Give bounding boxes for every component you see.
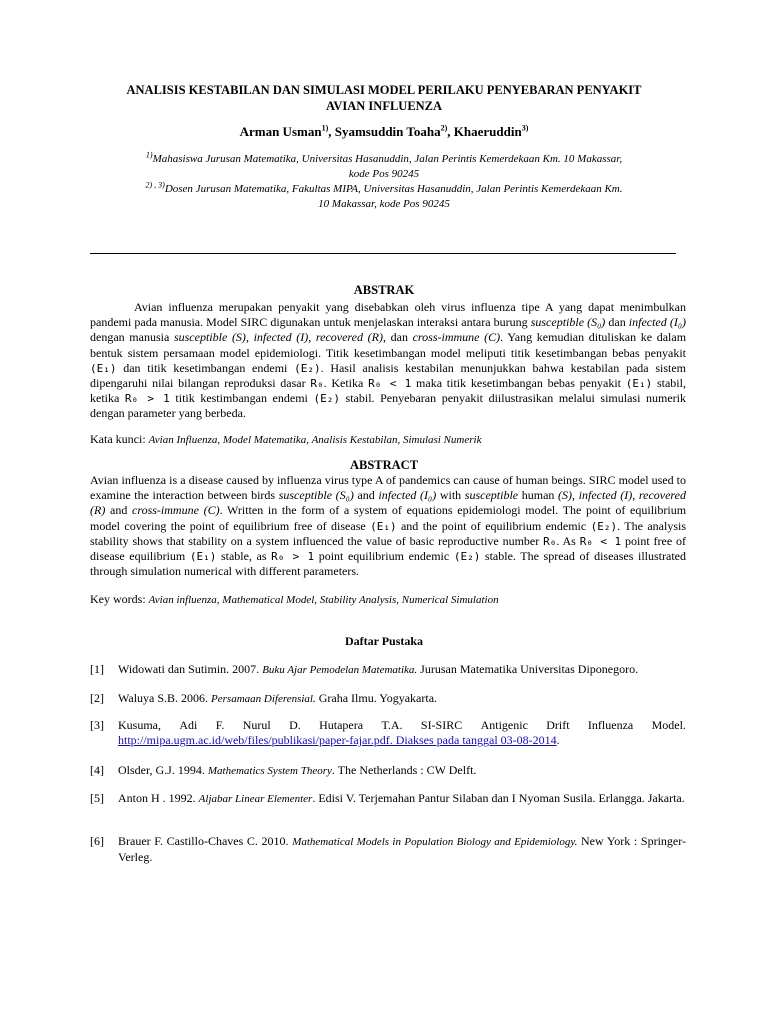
- header-divider: [90, 253, 676, 254]
- affiliation-line: Dosen Jurusan Matematika, Fakultas MIPA, Universitas Hasanuddin, Jalan Perintis Kemerdekaan Km.: [164, 183, 623, 195]
- affiliation-2: [100, 182, 668, 212]
- references-heading: Daftar Pustaka: [344, 634, 424, 648]
- author-name: Arman Usman: [239, 124, 322, 139]
- affiliation-mark: 2) , 3): [145, 180, 165, 190]
- abstract-body: Avian influenza is a disease caused by influenza virus type A of pandemics can cause of human beings. SIRC model used to examine the interaction between birds susceptible (S₀) and infected (I₀) with susceptible human (S), infected (I), recovered (R) and cross-immune (C). Written in the form of a system of equations epidemiologi model. The point of equilibrium model covering the point of equilibrium free of disease (E₁) and the point of equilibrium endemic (E₂). The analysis stability shows that stability on a system influenced the value of basic reproductive number R₀. As R₀ < 1 point free of disease equilibrium (E₁) stable, as R₀ > 1 point equilibrium endemic (E₂) stable. The spread of diseases illustrated through simulation numerical with different parameters.: [90, 473, 687, 579]
- affiliation-1: [100, 152, 668, 182]
- kata-kunci: Kata kunci: Avian Influenza, Model Matematika, Analisis Kestabilan, Simulasi Numerik: [90, 432, 482, 446]
- key-words: Key words: Avian influenza, Mathematical Model, Stability Analysis, Numerical Simulation: [90, 592, 499, 606]
- author-name: Syamsuddin Toaha: [334, 124, 441, 139]
- author-separator: ,: [447, 124, 454, 139]
- author-affil-mark: 3): [521, 123, 529, 133]
- title-line-2: AVIAN INFLUENZA: [325, 99, 443, 113]
- reference-item: [6] Brauer F. Castillo-Chaves C. 2010. Mathematical Models in Population Biology and Epidemiology. New York : Springer-Verleg.: [90, 834, 686, 865]
- reference-item: [3] Kusuma, Adi F. Nurul D. Hutapera T.A. SI-SIRC Antigenic Drift Influenza Model. http://mipa.ugm.ac.id/web/files/publikasi/paper-fajar.pdf. Diakses pada tanggal 03-08-2014.: [90, 718, 686, 748]
- author-separator: ,: [328, 124, 335, 139]
- author-affil-mark: 1): [321, 123, 329, 133]
- title-line-1: ANALISIS KESTABILAN DAN SIMULASI MODEL PERILAKU PENYEBARAN PENYAKIT: [126, 83, 642, 97]
- author-list: [90, 124, 678, 140]
- affiliation-mark: 1): [145, 150, 153, 160]
- affiliation-line: Mahasiswa Jurusan Matematika, Universitas Hasanuddin, Jalan Perintis Kemerdekaan Km. 10 Makassar,: [152, 153, 623, 165]
- reference-link[interactable]: http://mipa.ugm.ac.id/web/files/publikasi/paper-fajar.pdf. Diakses pada tanggal 03-08-2014: [118, 733, 557, 748]
- affiliation-line: kode Pos 90245: [348, 168, 420, 180]
- abstrak-body: Avian influenza merupakan penyakit yang disebabkan oleh virus influenza tipe A yang dapat menimbulkan pandemi pada manusia. Model SIRC digunakan untuk menjelaskan interaksi antara burung susceptible (S₀) dan infected (I₀) dengan manusia susceptible (S), infected (I), recovered (R), dan cross-immune (C). Yang kemudian dituliskan ke dalam bentuk sistem persamaan model epidemiologi. Titik kesetimbangan model meliputi titik kesetimbangan bebas penyakit (E₁) dan titik kesetimbangan endemi (E₂). Hasil analisis kestabilan menunjukkan bahwa kestabilan pada sistem dipengaruhi nilai bilangan reproduksi dasar R₀. Ketika R₀ < 1 maka titik kesetimbangan bebas penyakit (E₁) stabil, ketika R₀ > 1 titik kestimbangan endemi (E₂) stabil. Penyebaran penyakit diilustrasikan melalui simulasi numerik dengan parameter yang berbeda.: [90, 300, 687, 421]
- reference-item: [2] Waluya S.B. 2006. Persamaan Diferensial. Graha Ilmu. Yogyakarta.: [90, 691, 438, 705]
- reference-3-first-line: Kusuma, Adi F. Nurul D. Hutapera T.A. SI-SIRC Antigenic Drift Influenza Model.: [118, 718, 686, 732]
- reference-item: [4] Olsder, G.J. 1994. Mathematics System Theory. The Netherlands : CW Delft.: [90, 763, 477, 777]
- author-name: Khaeruddin: [453, 124, 522, 139]
- paper-title: [90, 82, 678, 114]
- author-affil-mark: 2): [440, 123, 448, 133]
- affiliation-line: 10 Makassar, kode Pos 90245: [318, 198, 450, 210]
- abstract-heading: ABSTRACT: [349, 458, 419, 472]
- reference-item: [1] Widowati dan Sutimin. 2007. Buku Ajar Pemodelan Matematika. Jurusan Matematika Universitas Diponegoro.: [90, 662, 639, 676]
- reference-item: [5] Anton H . 1992. Aljabar Linear Elementer. Edisi V. Terjemahan Pantur Silaban dan I Nyoman Susila. Erlangga. Jakarta.: [90, 791, 685, 805]
- abstrak-heading: ABSTRAK: [353, 283, 415, 297]
